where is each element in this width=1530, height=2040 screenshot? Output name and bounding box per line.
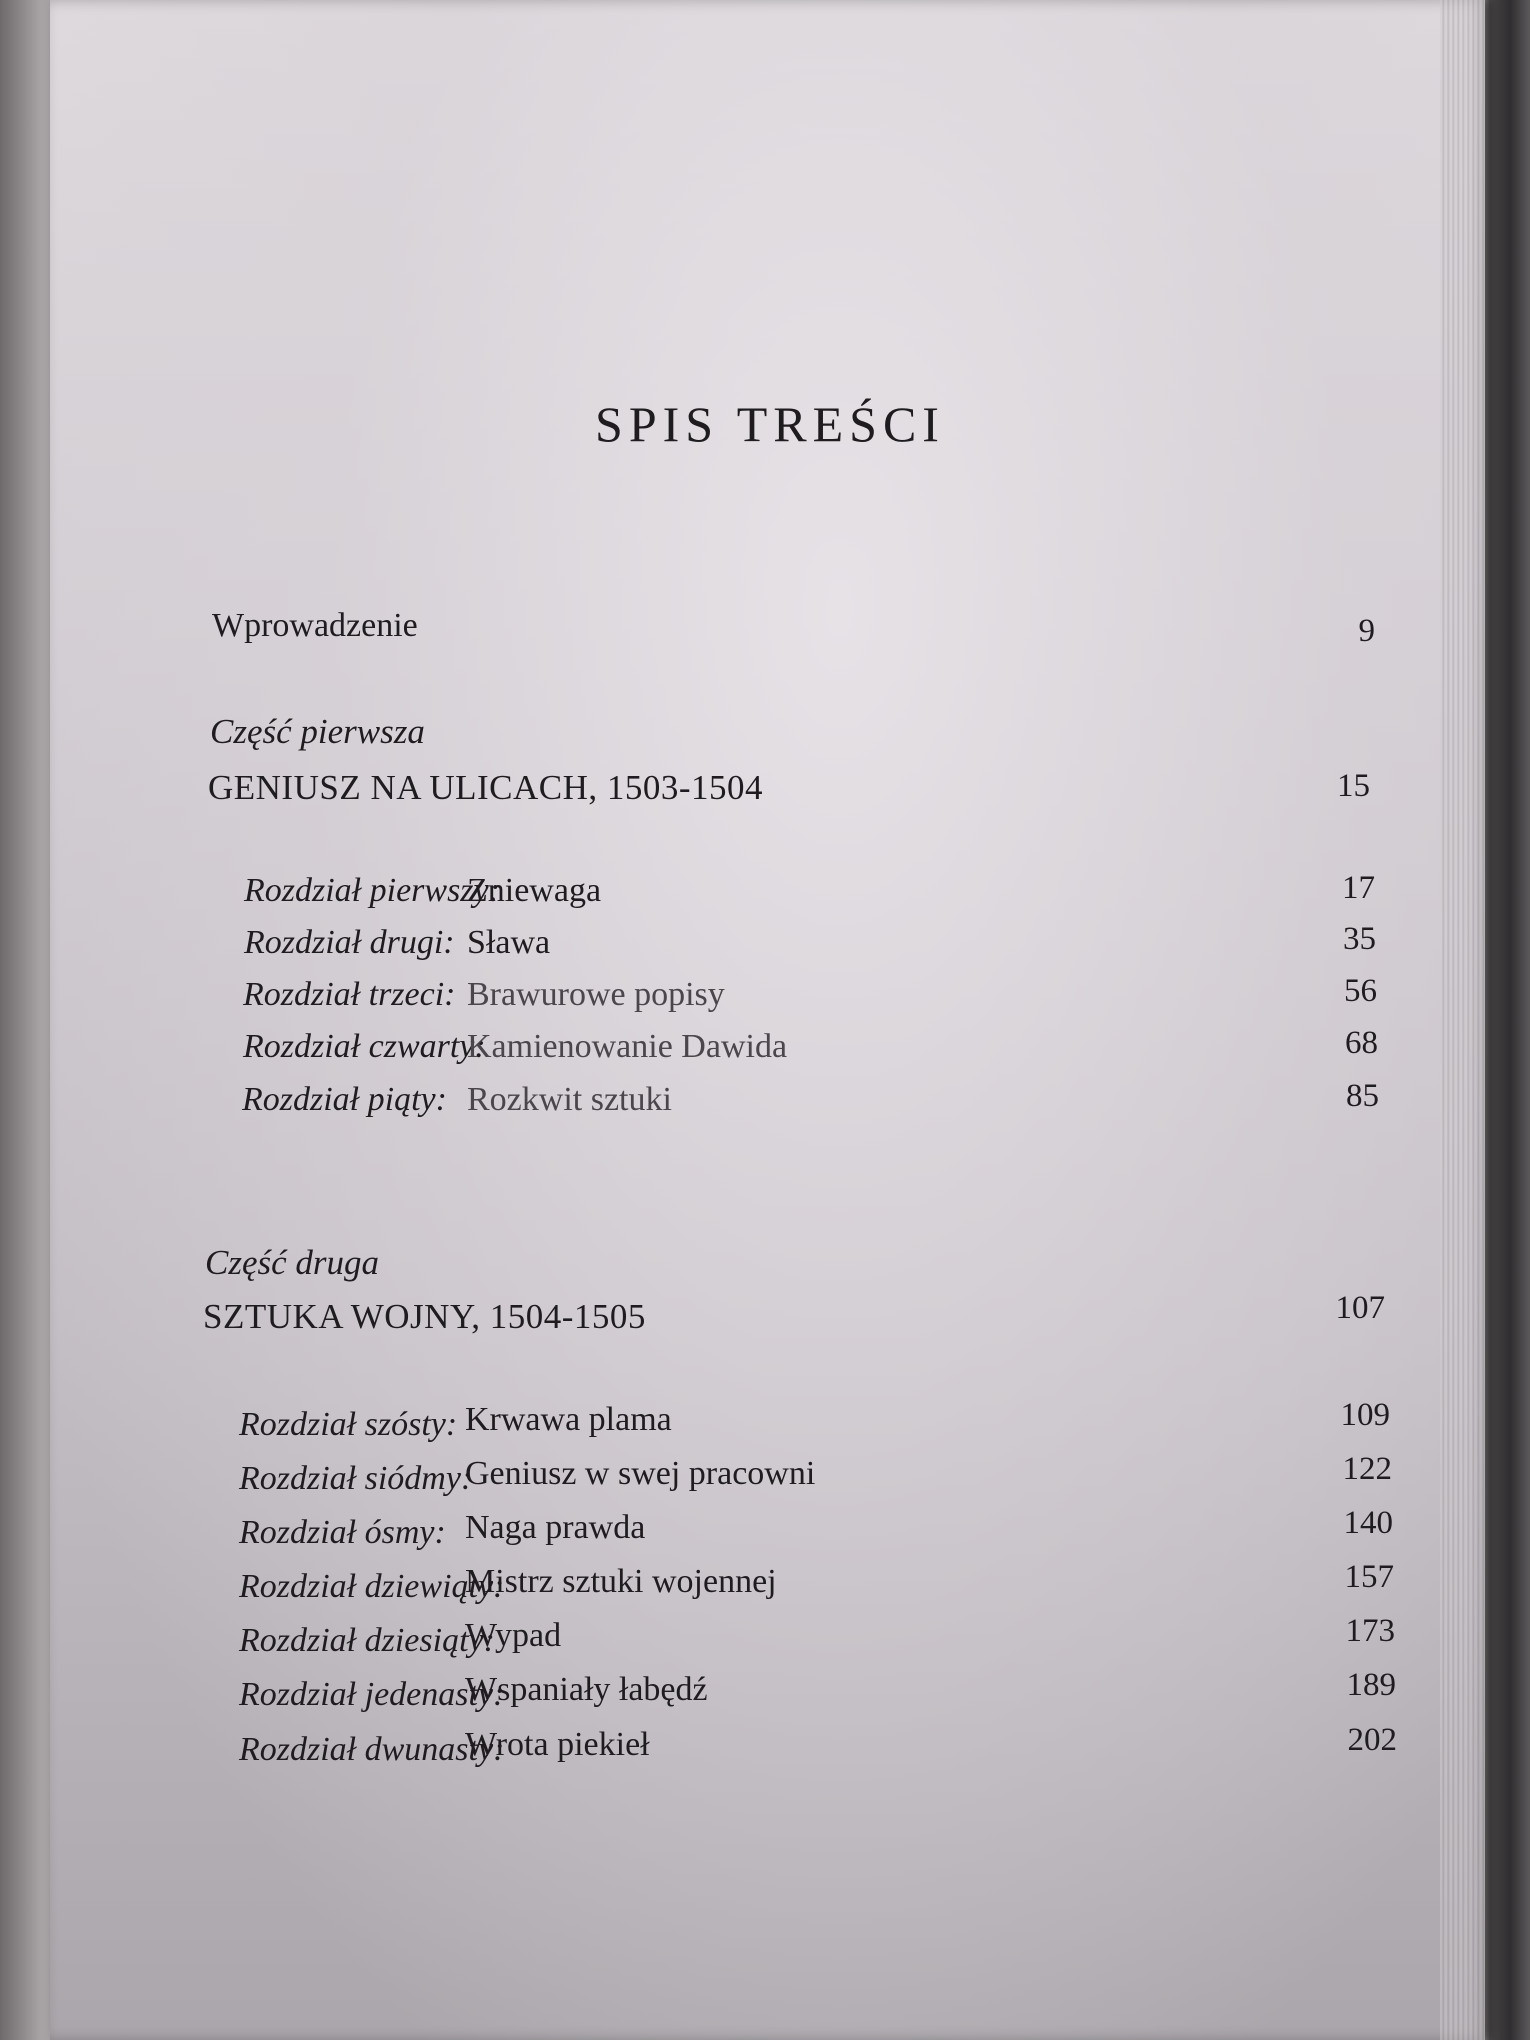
chapter-2-label: Rozdział drugi: xyxy=(244,924,455,961)
chapter-5-page: 85 xyxy=(1346,1078,1379,1114)
part-1-page: 15 xyxy=(1337,768,1370,804)
chapter-10-page: 173 xyxy=(1345,1613,1395,1649)
chapter-3-title: Brawurowe popisy xyxy=(467,976,725,1013)
intro-label: Wprowadzenie xyxy=(212,607,418,644)
chapter-11-page: 189 xyxy=(1346,1667,1396,1703)
chapter-10-title: Wypad xyxy=(465,1617,562,1654)
chapter-7-page: 122 xyxy=(1342,1451,1392,1487)
part-2-label: Część druga xyxy=(205,1243,380,1282)
part-1-heading: GENIUSZ NA ULICACH, 1503-1504 xyxy=(208,768,764,807)
part-2-page: 107 xyxy=(1335,1290,1385,1326)
chapter-5-label: Rozdział piąty: xyxy=(242,1081,447,1118)
chapter-5-title: Rozkwit sztuki xyxy=(467,1081,672,1118)
chapter-2-title: Sława xyxy=(467,924,551,961)
chapter-6-title: Krwawa plama xyxy=(465,1401,672,1438)
chapter-11-title: Wspaniały łabędź xyxy=(465,1671,708,1708)
chapter-12-page: 202 xyxy=(1347,1722,1397,1758)
intro-page: 9 xyxy=(1358,613,1375,649)
chapter-1-label: Rozdział pierwszy: xyxy=(244,872,500,909)
toc-title: SPIS TREŚCI xyxy=(595,396,945,452)
chapter-8-title: Naga prawda xyxy=(465,1509,646,1546)
chapter-10-label: Rozdział dziesiąty: xyxy=(239,1622,495,1659)
chapter-1-title: Zniewaga xyxy=(467,872,602,909)
chapter-4-title: Kamienowanie Dawida xyxy=(467,1028,788,1065)
chapter-8-page: 140 xyxy=(1343,1505,1393,1541)
chapter-4-page: 68 xyxy=(1345,1025,1378,1061)
chapter-4-label: Rozdział czwarty: xyxy=(243,1028,486,1065)
part-2-heading: SZTUKA WOJNY, 1504-1505 xyxy=(203,1297,646,1336)
chapter-9-title: Mistrz sztuki wojennej xyxy=(465,1563,777,1600)
chapter-12-label: Rozdział dwunasty: xyxy=(239,1731,505,1768)
part-1-label: Część pierwsza xyxy=(210,712,425,751)
chapter-2-page: 35 xyxy=(1343,921,1376,957)
chapter-8-label: Rozdział ósmy: xyxy=(239,1514,446,1551)
chapter-7-title: Geniusz w swej pracowni xyxy=(465,1455,816,1492)
table-of-contents xyxy=(50,0,1485,2040)
chapter-9-page: 157 xyxy=(1344,1559,1394,1595)
chapter-11-label: Rozdział jedenasty: xyxy=(239,1676,505,1713)
chapter-3-label: Rozdział trzeci: xyxy=(243,976,456,1013)
chapter-6-label: Rozdział szósty: xyxy=(239,1406,458,1443)
chapter-1-page: 17 xyxy=(1342,870,1375,906)
chapter-3-page: 56 xyxy=(1344,973,1377,1009)
book-page xyxy=(50,0,1485,2040)
chapter-12-title: Wrota piekieł xyxy=(465,1726,650,1763)
chapter-7-label: Rozdział siódmy: xyxy=(239,1460,473,1497)
chapter-9-label: Rozdział dziewiąty: xyxy=(239,1568,505,1605)
chapter-6-page: 109 xyxy=(1340,1397,1390,1433)
